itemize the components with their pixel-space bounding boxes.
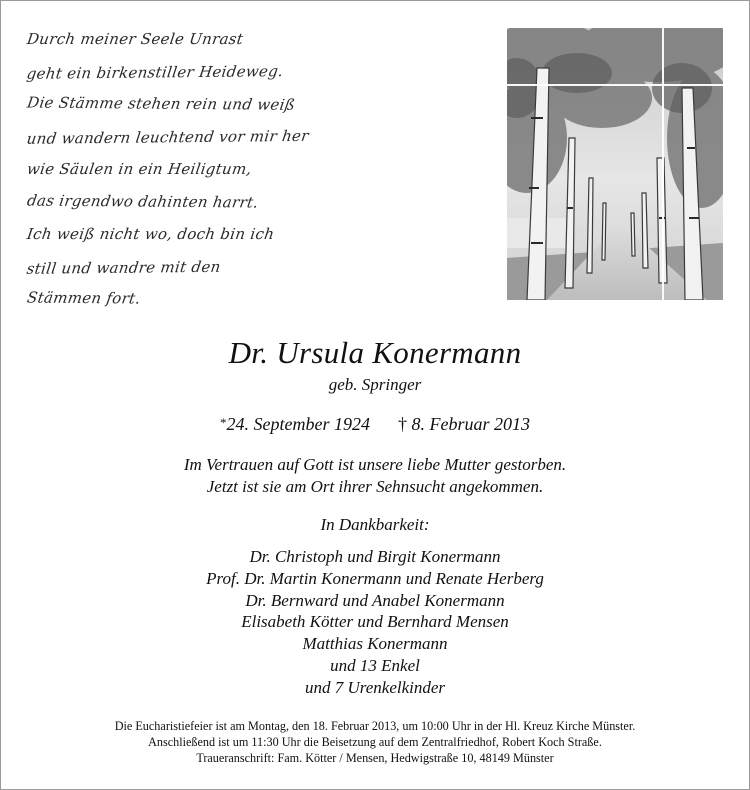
mourner-line: Dr. Christoph und Birgit Konermann: [249, 547, 501, 566]
deceased-name: Dr. Ursula Konermann: [228, 335, 522, 370]
mourners-list: [1, 546, 749, 699]
notice-line: Traueranschrift: Fam. Kötter / Mensen, Hedwigstraße 10, 48149 Münster: [196, 751, 554, 765]
birth-star-icon: *: [220, 415, 227, 430]
funeral-notice: [1, 718, 749, 766]
poem-line: still und wandre mit den: [25, 257, 222, 278]
notice-line: Die Eucharistiefeier ist am Montag, den 18. Februar 2013, um 10:00 Uhr in der Hl. Kreuz Kirche Münster.: [114, 719, 636, 733]
poem-line: geht ein birkenstiller Heideweg.: [25, 61, 285, 83]
message-line: Im Vertrauen auf Gott ist unsere liebe Mutter gestorben.: [183, 455, 567, 474]
cross-icon: †: [397, 414, 407, 434]
poem-line: Ich weiß nicht wo, doch bin ich: [25, 225, 276, 243]
birch-alley-photo: [507, 28, 723, 300]
mourner-line: Dr. Bernward und Anabel Konermann: [245, 590, 505, 610]
memorial-message: [1, 454, 749, 498]
poem-line: das irgendwo dahinten harrt.: [25, 191, 260, 212]
life-dates: [1, 414, 749, 435]
mourner-line: Prof. Dr. Martin Konermann und Renate Herberg: [206, 568, 544, 588]
message-line: Jetzt ist sie am Ort ihrer Sehnsucht angekommen.: [206, 477, 544, 496]
mourner-line: und 13 Enkel: [330, 655, 420, 675]
mourner-line: und 7 Urenkelkinder: [304, 677, 446, 697]
birth-date: 24. September 1924: [226, 414, 370, 434]
poem-line: Die Stämme stehen rein und weiß: [25, 93, 297, 114]
thanks-heading: In Dankbarkeit:: [320, 515, 430, 534]
mourner-line: Elisabeth Kötter und Bernhard Mensen: [241, 612, 509, 632]
poem-line: und wandern leuchtend vor mir her: [25, 126, 310, 148]
death-date: 8. Februar 2013: [411, 414, 530, 434]
poem-line: Stämmen fort.: [25, 288, 142, 308]
poem-line: wie Säulen in ein Heiligtum,: [25, 160, 253, 178]
notice-line: Anschließend ist um 11:30 Uhr die Beisetzung auf dem Zentralfriedhof, Robert Koch Straße.: [148, 735, 602, 749]
handwritten-poem: [27, 23, 367, 316]
birth-name: geb. Springer: [328, 375, 422, 394]
poem-line: Durch meiner Seele Unrast: [25, 30, 245, 48]
mourner-line: Matthias Konermann: [302, 634, 448, 654]
